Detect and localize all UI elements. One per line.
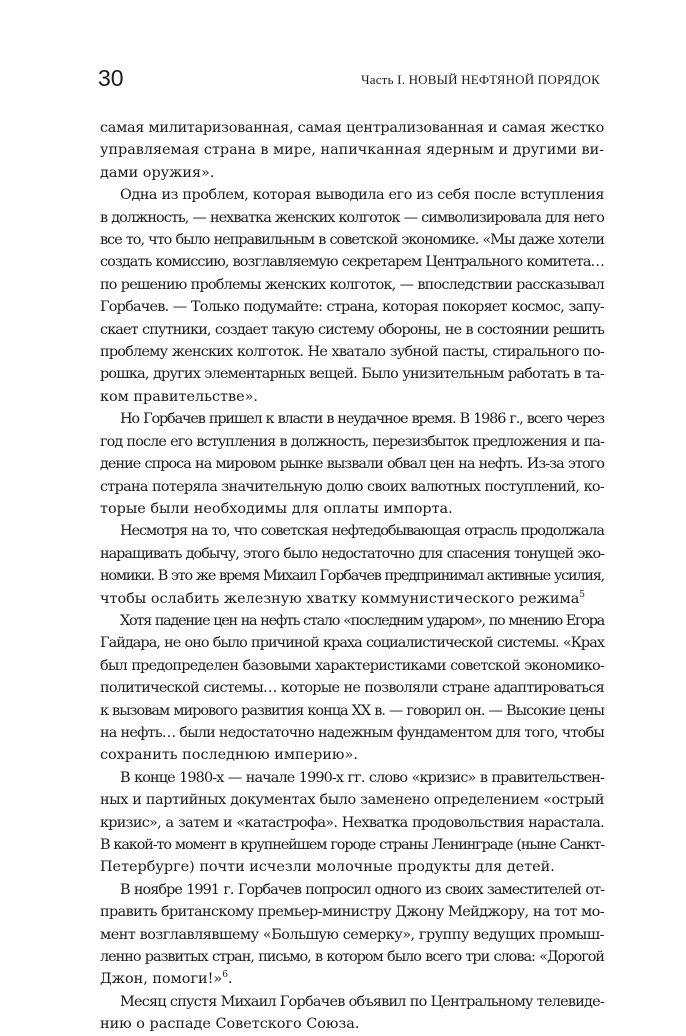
- text-line: Но Горбачев пришел к власти в неудачное время. В 1986 г., всего через: [120, 411, 604, 428]
- text-line: скает спутники, создает такую систему обороны, не в состоянии решить: [100, 321, 604, 338]
- text-line: ком правительстве».: [100, 388, 258, 405]
- text-line: Гайдара, не оно было причиной краха социалистической системы. «Крах: [100, 635, 604, 652]
- text-line: на нефть… были недостаточно надежным фундаментом для того, чтобы: [100, 724, 604, 741]
- text-line: В конце 1980-х — начале 1990-х гг. слово «кризис» в правительствен-: [120, 769, 604, 786]
- text-line: Одна из проблем, которая выводила его из себя после вступления: [120, 187, 604, 204]
- text-line: дами оружия».: [100, 164, 215, 181]
- text-line: Хотя падение цен на нефть стало «последним ударом», по мнению Егора: [120, 612, 604, 629]
- text-line: мент возглавлявшему «Большую семерку», группу ведущих промыш-: [100, 926, 604, 943]
- running-head: Часть I. НОВЫЙ НЕФТЯНОЙ ПОРЯДОК: [361, 72, 600, 87]
- text-line: сохранить последнюю империю».: [100, 747, 358, 764]
- text-line: В какой-то момент в крупнейшем городе страны Ленинграде (ныне Санкт-: [100, 837, 604, 853]
- text-line: к вызовам мирового развития конца XX в. — говорил он. — Высокие цены: [100, 702, 604, 719]
- paragraph: [100, 184, 604, 408]
- paragraph: [100, 879, 604, 991]
- text-line: Горбачев. — Только подумайте: страна, которая покоряет космос, запу-: [100, 299, 604, 316]
- paragraph: [100, 520, 604, 610]
- text-line: Петербурге) почти исчезли молочные продукты для детей.: [100, 859, 555, 876]
- text-line: Несмотря на то, что советская нефтедобывающая отрасль продолжала: [120, 523, 604, 540]
- paragraph: [100, 767, 604, 879]
- text-fragment: чтобы ослабить железную хватку коммунистического режима: [100, 590, 580, 607]
- text-line: В ноябре 1991 г. Горбачев попросил одного из своих заместителей от-: [120, 881, 604, 898]
- text-line: проблему женских колготок. Не хватало зубной пасты, стирального по-: [100, 344, 604, 361]
- text-line: по решению проблемы женских колготок, — впоследствии рассказывал: [100, 276, 604, 293]
- page-number: 30: [98, 65, 124, 91]
- text-line: все то, что было неправильным в советской экономике. «Мы даже хотели: [100, 232, 604, 249]
- paragraph: [100, 408, 604, 520]
- text-line: Месяц спустя Михаил Горбачев объявил по Центральному телевиде-: [120, 993, 604, 1010]
- text-fragment: Джон, помоги!»: [100, 971, 223, 988]
- paragraph: [100, 991, 604, 1036]
- text-line: торые были необходимы для оплаты импорта.: [100, 500, 453, 517]
- text-line: страна потеряла значительную долю своих валютных поступлений, ко-: [100, 478, 604, 495]
- footnote-ref-6[interactable]: 6: [222, 970, 228, 981]
- text-line: дение спроса на мировом рынке вызвали обвал цен на нефть. Из-за этого: [100, 456, 604, 473]
- text-line: рошка, других элементарных вещей. Было унизительным работать в та-: [100, 366, 604, 383]
- text-line: ных и партийных документах было заменено определением «острый: [100, 792, 604, 809]
- text-line: политической системы… которые не позволяли стране адаптироваться: [100, 680, 604, 697]
- text-line: кризис», а затем и «катастрофа». Нехватка продовольствия нарастала.: [100, 814, 604, 831]
- text-line: в должность, — нехватка женских колготок — символизировала для него: [100, 209, 604, 226]
- body-text: [100, 117, 604, 1036]
- footnote-ref-5[interactable]: 5: [579, 589, 586, 600]
- text-line: год после его вступления в должность, перезизбыток предложения и па-: [100, 433, 604, 450]
- text-line: наращивать добычу, этого было недостаточно для спасения тонущей эко-: [100, 545, 604, 562]
- text-line: был предопределен базовыми характеристиками советской экономико-: [100, 657, 604, 674]
- text-line: [100, 968, 604, 990]
- text-line: [100, 588, 604, 610]
- text-line: номики. В это же время Михаил Горбачев предпринимал активные усилия,: [100, 568, 604, 585]
- text-line: нию о распаде Советского Союза.: [100, 1016, 360, 1033]
- paragraph: [100, 117, 604, 184]
- text-fragment: .: [227, 971, 233, 988]
- text-line: ленно развитых стран, письмо, в котором было всего три слова: «Дорогой: [100, 949, 604, 966]
- text-line: править британскому премьер-министру Джону Мейджору, на тот мо-: [100, 904, 604, 921]
- text-line: самая милитаризованная, самая централизованная и самая жестко: [100, 120, 604, 136]
- paragraph: [100, 610, 604, 767]
- text-line: управляемая страна в мире, напичканная ядерным и другими ви-: [100, 142, 604, 159]
- text-line: создать комиссию, возглавляемую секретарем Центрального комитета…: [100, 254, 604, 271]
